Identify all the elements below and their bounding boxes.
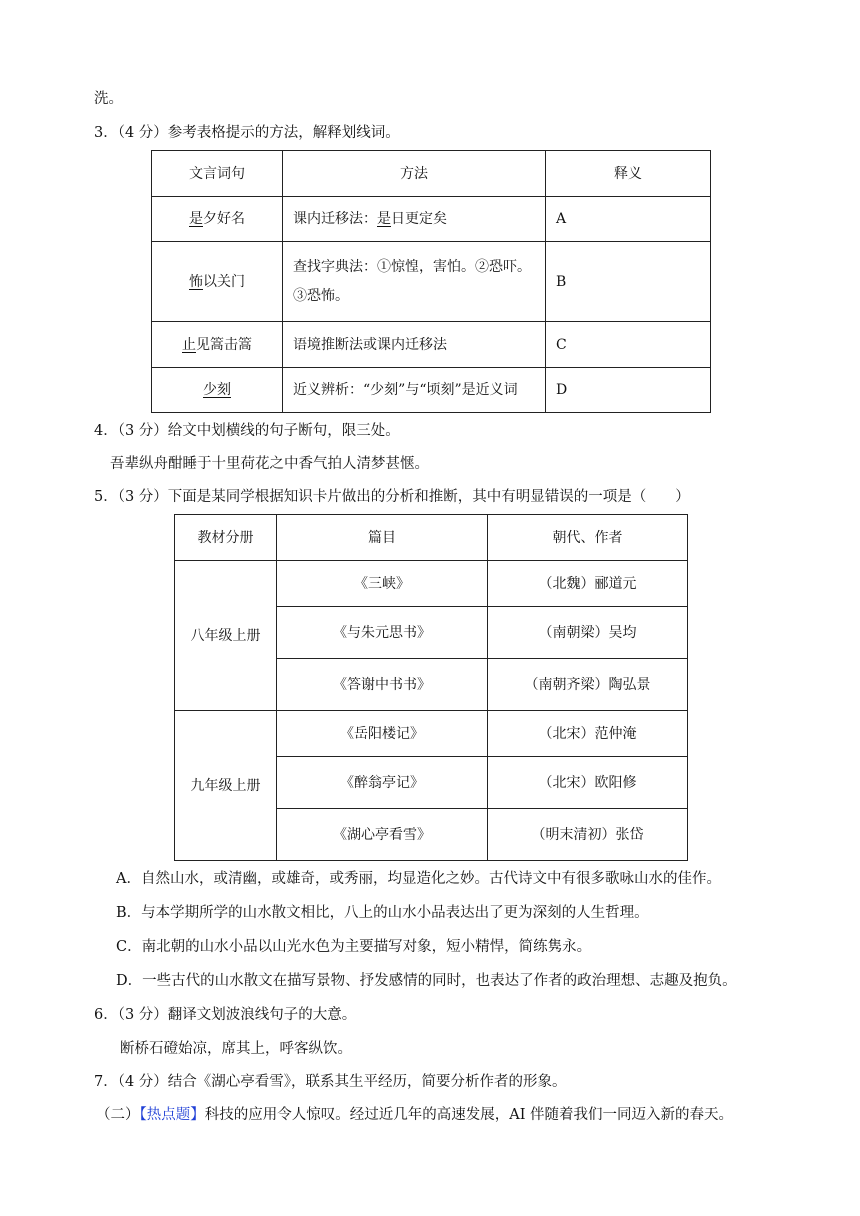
q5-header: 教材分册 <box>175 515 277 561</box>
volume-cell: 九年级上册 <box>175 711 277 861</box>
classical-phrase <box>152 368 283 413</box>
table-row <box>152 242 711 322</box>
q5-option-d: D．一些古代的山水散文在描写景物、抒发感情的同时，也表达了作者的政治理想、志趣及抱负。 <box>116 973 737 989</box>
continued-text: 洗。 <box>94 91 123 107</box>
q3-stem: 3．（4 分）参考表格提示的方法，解释划线词。 <box>94 125 400 141</box>
title-cell: 《岳阳楼记》 <box>277 711 488 757</box>
table-row <box>175 711 688 757</box>
q5-header-row <box>175 515 688 561</box>
underlined-word: 是 <box>189 211 203 227</box>
method-cell: 课内迁移法：是日更定矣 <box>283 197 546 242</box>
author-cell: （明末清初）张岱 <box>488 809 688 861</box>
hot-topic-tag: 【热点题】 <box>139 1107 205 1123</box>
underlined-word: 少刻 <box>203 382 231 398</box>
q3-header: 文言词句 <box>152 151 283 197</box>
volume-cell: 八年级上册 <box>175 561 277 711</box>
author-cell: （北魏）郦道元 <box>488 561 688 607</box>
answer-cell: A <box>546 197 711 242</box>
classical-phrase: 怖以关门 <box>152 242 283 322</box>
table-row <box>152 322 711 368</box>
title-cell: 《三峡》 <box>277 561 488 607</box>
table-row <box>152 368 711 413</box>
q3-header-row <box>152 151 711 197</box>
answer-cell: D <box>546 368 711 413</box>
author-cell: （北宋）范仲淹 <box>488 711 688 757</box>
author-cell: （南朝齐梁）陶弘景 <box>488 659 688 711</box>
answer-cell: B <box>546 242 711 322</box>
part2-text: 科技的应用令人惊叹。经过近几年的高速发展，AI 伴随着我们一同迈入新的春天。 <box>204 1107 734 1123</box>
q5-stem: 5．（3 分）下面是某同学根据知识卡片做出的分析和推断，其中有明显错误的一项是（ ） <box>94 489 690 505</box>
title-cell: 《与朱元思书》 <box>277 607 488 659</box>
classical-phrase: 是夕好名 <box>152 197 283 242</box>
method-cell: 查找字典法：①惊惶，害怕。②恐吓。 ③恐怖。 <box>283 242 546 322</box>
part2-prefix: （二） <box>96 1107 140 1123</box>
q3-header: 释义 <box>546 151 711 197</box>
title-cell: 《醉翁亭记》 <box>277 757 488 809</box>
q4-sentence: 吾辈纵舟酣睡于十里荷花之中香气拍人清梦甚惬。 <box>110 456 429 472</box>
q6-sentence: 断桥石磴始凉，席其上，呼客纵饮。 <box>120 1041 352 1057</box>
q5-option-c: C．南北朝的山水小品以山光水色为主要描写对象，短小精悍，简练隽永。 <box>116 939 592 955</box>
classical-phrase: 止见篙击篙 <box>152 322 283 368</box>
author-cell: （北宋）欧阳修 <box>488 757 688 809</box>
q7-stem: 7．（4 分）结合《湖心亭看雪》，联系其生平经历，简要分析作者的形象。 <box>94 1074 567 1090</box>
q3-header: 方法 <box>283 151 546 197</box>
q5-table <box>174 514 688 861</box>
q5-header: 篇目 <box>277 515 488 561</box>
q5-header: 朝代、作者 <box>488 515 688 561</box>
author-cell: （南朝梁）吴均 <box>488 607 688 659</box>
q4-stem: 4．（3 分）给文中划横线的句子断句，限三处。 <box>94 423 400 439</box>
part2-intro <box>96 1105 733 1125</box>
underlined-word: 止 <box>182 336 196 353</box>
table-row <box>175 561 688 607</box>
underlined-word: 是 <box>377 211 391 227</box>
q5-option-a: A．自然山水，或清幽，或雄奇，或秀丽，均显造化之妙。古代诗文中有很多歌咏山水的佳作。 <box>116 871 721 887</box>
method-cell: 近义辨析：“少刻”与“顷刻”是近义词 <box>283 368 546 413</box>
title-cell: 《湖心亭看雪》 <box>277 809 488 861</box>
title-cell: 《答谢中书书》 <box>277 659 488 711</box>
answer-cell: C <box>546 322 711 368</box>
q5-option-b: B．与本学期所学的山水散文相比，八上的山水小品表达出了更为深刻的人生哲理。 <box>116 905 649 921</box>
underlined-word: 怖 <box>189 273 203 290</box>
method-cell: 语境推断法或课内迁移法 <box>283 322 546 368</box>
q6-stem: 6．（3 分）翻译文划波浪线句子的大意。 <box>94 1007 357 1023</box>
table-row <box>152 197 711 242</box>
q3-table <box>151 150 711 413</box>
